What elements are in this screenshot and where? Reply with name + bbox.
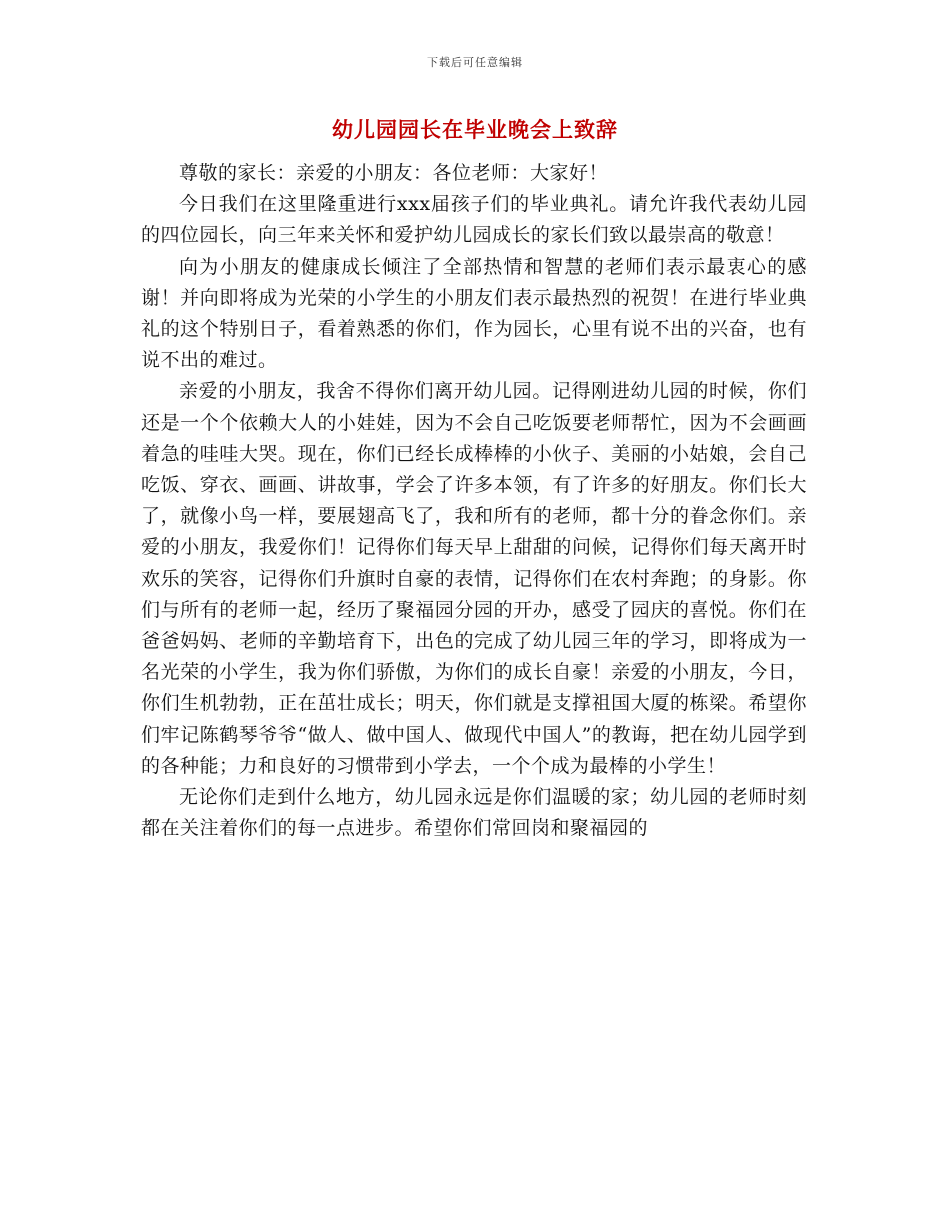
paragraph: 无论你们走到什么地方，幼儿园永远是你们温暖的家；幼儿园的老师时刻都在关注着你们的每一点进步。希望你们常回岗和聚福园的 [141, 786, 807, 840]
header-note: 下载后可任意编辑 [427, 56, 523, 69]
paragraph-greeting: 尊敬的家长：亲爱的小朋友：各位老师：大家好！ [179, 162, 609, 184]
paragraph: 今日我们在这里隆重进行xxx届孩子们的毕业典礼。请允许我代表幼儿园的四位园长，向三年来关怀和爱护幼儿园成长的家长们致以最崇高的敬意！ [141, 193, 807, 247]
paragraph: 亲爱的小朋友，我舍不得你们离开幼儿园。记得刚进幼儿园的时候，你们还是一个个依赖大人的小娃娃，因为不会自己吃饭要老师帮忙，因为不会画画着急的哇哇大哭。现在，你们已经长成棒棒的小伙子、美丽的小姑娘，会自己吃饭、穿衣、画画、讲故事，学会了许多本领，有了许多的好朋友。你们长大了，就像小鸟一样，要展翅高飞了，我和所有的老师，都十分的眷念你们。亲爱的小朋友，我爱你们！记得你们每天早上甜甜的问候，记得你们每天离开时欢乐的笑容，记得你们升旗时自豪的表情，记得你们在农村奔跑；的身影。你们与所有的老师一起，经历了聚福园分园的开办，感受了园庆的喜悦。你们在爸爸妈妈、老师的辛勤培育下，出色的完成了幼儿园三年的学习，即将成为一名光荣的小学生，我为你们骄傲，为你们的成长自豪！亲爱的小朋友，今日，你们生机勃勃，正在茁壮成长；明天，你们就是支撑祖国大厦的栋梁。希望你们牢记陈鹤琴爷爷“做人、做中国人、做现代中国人”的教诲，把在幼儿园学到的各种能；力和良好的习惯带到小学去，一个个成为最棒的小学生！ [141, 380, 807, 777]
paragraph: 向为小朋友的健康成长倾注了全部热情和智慧的老师们表示最衷心的感谢！并向即将成为光荣的小学生的小朋友们表示最热烈的祝贺！在进行毕业典礼的这个特别日子，看着熟悉的你们，作为园长，心里有说不出的兴奋，也有说不出的难过。 [141, 255, 807, 372]
document-body [141, 158, 807, 844]
document-title: 幼儿园园长在毕业晚会上致辞 [332, 117, 618, 142]
